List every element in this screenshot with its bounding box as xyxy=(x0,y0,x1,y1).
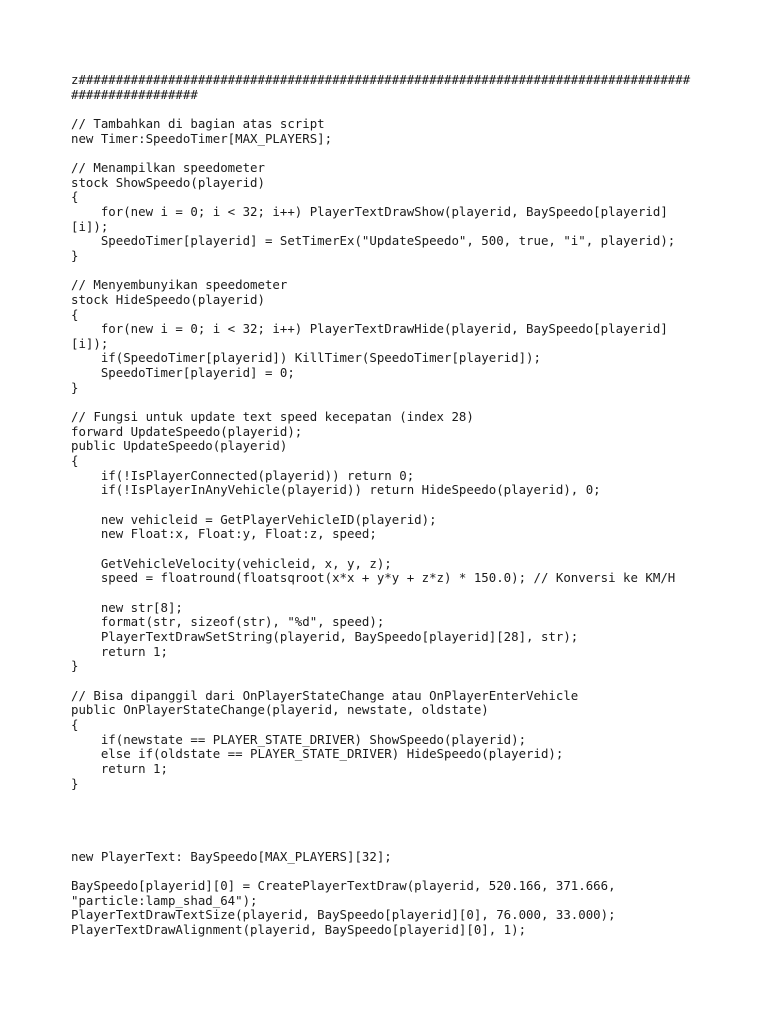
code-line: for(new i = 0; i < 32; i++) PlayerTextDrawShow(playerid, BaySpeedo[playerid] xyxy=(71,203,668,219)
code-line: } xyxy=(71,775,79,791)
code-line: new vehicleid = GetPlayerVehicleID(playerid); xyxy=(71,511,437,527)
code-line: // Menyembunyikan speedometer xyxy=(71,277,288,293)
code-line: [i]); xyxy=(71,218,109,234)
code-line: { xyxy=(71,189,79,205)
code-line: ################# xyxy=(71,86,198,102)
code-line: "particle:lamp_shad_64"); xyxy=(71,892,258,908)
code-line: stock HideSpeedo(playerid) xyxy=(71,291,265,307)
code-line: return 1; xyxy=(71,760,168,776)
code-line: BaySpeedo[playerid][0] = CreatePlayerTextDraw(playerid, 520.166, 371.666, xyxy=(71,878,616,894)
code-line: new Float:x, Float:y, Float:z, speed; xyxy=(71,526,377,542)
code-line xyxy=(71,102,711,117)
code-line: if(!IsPlayerConnected(playerid)) return 0; xyxy=(71,467,415,483)
code-block xyxy=(71,73,711,938)
code-line: new Timer:SpeedoTimer[MAX_PLAYERS]; xyxy=(71,130,333,146)
code-line: } xyxy=(71,658,79,674)
code-line xyxy=(71,586,711,601)
code-line: PlayerTextDrawSetString(playerid, BaySpeedo[playerid][28], str); xyxy=(71,628,579,644)
code-line: public OnPlayerStateChange(playerid, newstate, oldstate) xyxy=(71,702,489,718)
code-line: GetVehicleVelocity(vehicleid, x, y, z); xyxy=(71,555,392,571)
code-line xyxy=(71,395,711,410)
code-line: if(SpeedoTimer[playerid]) KillTimer(SpeedoTimer[playerid]); xyxy=(71,350,541,366)
code-line xyxy=(71,498,711,513)
code-line: stock ShowSpeedo(playerid) xyxy=(71,174,265,190)
code-line: forward UpdateSpeedo(playerid); xyxy=(71,423,303,439)
code-line: new str[8]; xyxy=(71,599,183,615)
code-line: PlayerTextDrawTextSize(playerid, BaySpeedo[playerid][0], 76.000, 33.000); xyxy=(71,907,616,923)
code-line: SpeedoTimer[playerid] = SetTimerEx("UpdateSpeedo", 500, true, "i", playerid); xyxy=(71,233,676,249)
code-line xyxy=(71,864,711,879)
code-line xyxy=(71,264,711,279)
code-line xyxy=(71,820,711,835)
code-line: speed = floatround(floatsqroot(x*x + y*y + z*z) * 150.0); // Konversi ke KM/H xyxy=(71,570,676,586)
code-line: for(new i = 0; i < 32; i++) PlayerTextDrawHide(playerid, BaySpeedo[playerid] xyxy=(71,321,668,337)
code-line: else if(oldstate == PLAYER_STATE_DRIVER) HideSpeedo(playerid); xyxy=(71,746,564,762)
code-line xyxy=(71,806,711,821)
code-line: // Tambahkan di bagian atas script xyxy=(71,115,325,131)
code-line: if(!IsPlayerInAnyVehicle(playerid)) return HideSpeedo(playerid), 0; xyxy=(71,482,601,498)
code-line xyxy=(71,542,711,557)
code-line: [i]); xyxy=(71,335,109,351)
code-line: new PlayerText: BaySpeedo[MAX_PLAYERS][32]; xyxy=(71,848,392,864)
code-line: } xyxy=(71,379,79,395)
code-line xyxy=(71,835,711,850)
code-line xyxy=(71,674,711,689)
code-line: { xyxy=(71,453,79,469)
code-line: // Menampilkan speedometer xyxy=(71,159,265,175)
code-line: { xyxy=(71,716,79,732)
code-line: PlayerTextDrawAlignment(playerid, BaySpeedo[playerid][0], 1); xyxy=(71,922,527,938)
code-line xyxy=(71,791,711,806)
code-line: // Bisa dipanggil dari OnPlayerStateChange atau OnPlayerEnterVehicle xyxy=(71,687,579,703)
code-line: SpeedoTimer[playerid] = 0; xyxy=(71,365,295,381)
code-line: // Fungsi untuk update text speed kecepatan (index 28) xyxy=(71,409,474,425)
code-line: public UpdateSpeedo(playerid) xyxy=(71,438,288,454)
code-line: format(str, sizeof(str), "%d", speed); xyxy=(71,614,385,630)
code-line xyxy=(71,146,711,161)
code-line: } xyxy=(71,247,79,263)
code-line: return 1; xyxy=(71,643,168,659)
code-line: z################################################################################## xyxy=(71,72,691,87)
code-line: if(newstate == PLAYER_STATE_DRIVER) ShowSpeedo(playerid); xyxy=(71,731,527,747)
code-line: { xyxy=(71,306,79,322)
